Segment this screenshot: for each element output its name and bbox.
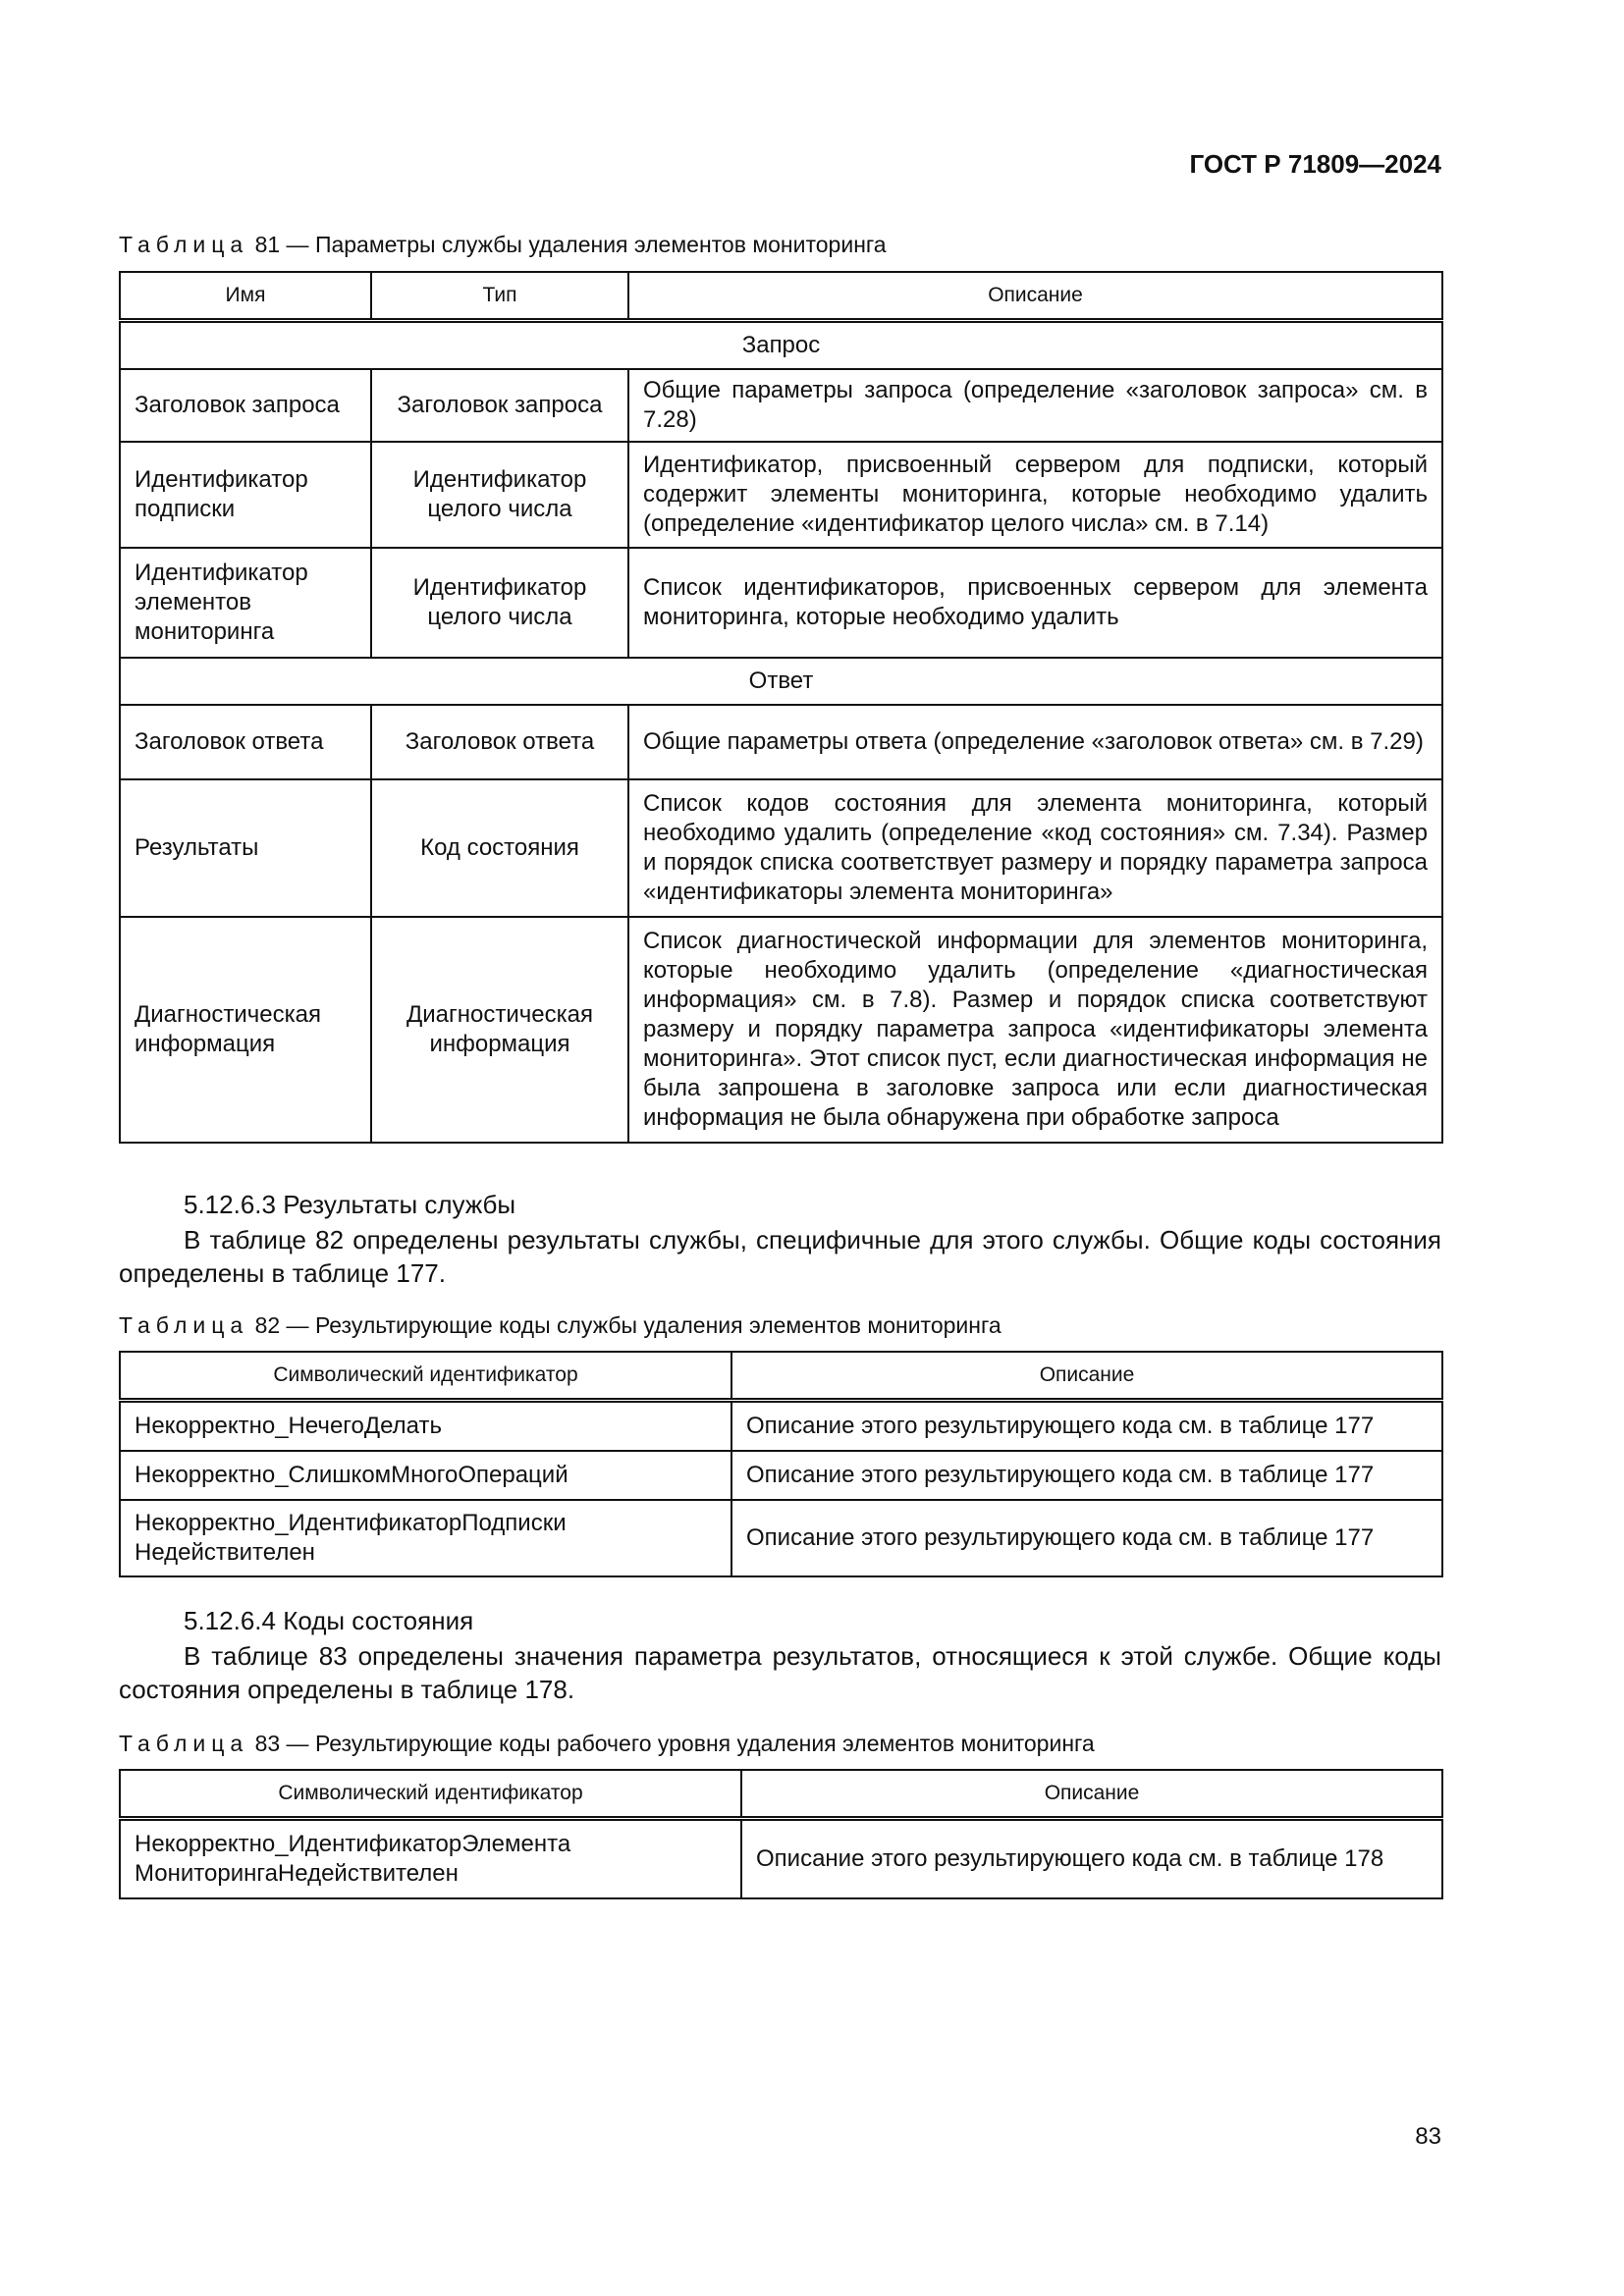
table-row [120, 369, 1442, 442]
column-header-identifier: Символический идентификатор [120, 1770, 741, 1819]
table-row [120, 1401, 1442, 1452]
symbolic-identifier: Некорректно_ИдентификаторПодписки Недействителен [120, 1500, 731, 1576]
caption-word: Таблица [119, 232, 249, 257]
param-description: Идентификатор, присвоенный сервером для подписки, который содержит элементы мониторинга, которые необходимо удалить (определение «идентификатор целого числа» см. в 7.14) [628, 442, 1442, 548]
param-type: Заголовок запроса [371, 369, 628, 442]
caption-word: Таблица [119, 1312, 249, 1338]
section-row [120, 321, 1442, 370]
param-type: Идентификатор целого числа [371, 442, 628, 548]
table-row [120, 705, 1442, 779]
table-row [120, 548, 1442, 658]
symbolic-identifier: Некорректно_СлишкомМногоОпераций [120, 1451, 731, 1500]
column-header-description: Описание [731, 1352, 1442, 1401]
table-row [120, 917, 1442, 1143]
param-type: Идентификатор целого числа [371, 548, 628, 658]
table-row [120, 442, 1442, 548]
table-81 [119, 271, 1443, 1144]
section-paragraph [119, 1223, 1441, 1290]
table-row [120, 1451, 1442, 1500]
param-type: Диагностическая информация [371, 917, 628, 1143]
code-description: Описание этого результирующего кода см. в таблице 177 [731, 1451, 1442, 1500]
param-name: Результаты [120, 779, 371, 917]
section-request: Запрос [120, 321, 1442, 370]
page-number: 83 [1415, 2123, 1441, 2150]
table-row [120, 1500, 1442, 1576]
column-header-description: Описание [628, 272, 1442, 321]
section-response: Ответ [120, 658, 1442, 705]
param-name: Диагностическая информация [120, 917, 371, 1143]
param-name: Идентификатор подписки [120, 442, 371, 548]
table-header-row [120, 272, 1442, 321]
section-row [120, 658, 1442, 705]
param-description: Общие параметры запроса (определение «заголовок запроса» см. в 7.28) [628, 369, 1442, 442]
standard-number: ГОСТ Р 71809—2024 [1189, 149, 1441, 179]
table-row [120, 1819, 1442, 1899]
column-header-identifier: Символический идентификатор [120, 1352, 731, 1401]
table-header-row [120, 1352, 1442, 1401]
column-header-name: Имя [120, 272, 371, 321]
section-heading: 5.12.6.3 Результаты службы [184, 1190, 516, 1219]
symbolic-identifier: Некорректно_НечегоДелать [120, 1401, 731, 1452]
param-type: Заголовок ответа [371, 705, 628, 779]
param-type: Код состояния [371, 779, 628, 917]
table-header-row [120, 1770, 1442, 1819]
code-description: Описание этого результирующего кода см. в таблице 177 [731, 1500, 1442, 1576]
column-header-type: Тип [371, 272, 628, 321]
column-header-description: Описание [741, 1770, 1442, 1819]
param-name: Заголовок ответа [120, 705, 371, 779]
param-name: Заголовок запроса [120, 369, 371, 442]
param-name: Идентификатор элементов мониторинга [120, 548, 371, 658]
param-description: Общие параметры ответа (определение «заголовок ответа» см. в 7.29) [628, 705, 1442, 779]
caption-word: Таблица [119, 1731, 249, 1756]
table-row [120, 779, 1442, 917]
code-description: Описание этого результирующего кода см. в таблице 178 [741, 1819, 1442, 1899]
caption-text: 81 — Параметры службы удаления элементов мониторинга [248, 232, 887, 257]
param-description: Список идентификаторов, присвоенных сервером для элемента мониторинга, которые необходимо удалить [628, 548, 1442, 658]
paragraph-text: В таблице 83 определены значения параметра результатов, относящиеся к этой службе. Общие коды состояния определены в таблице 178. [119, 1641, 1441, 1704]
section-paragraph [119, 1639, 1441, 1706]
param-description: Список кодов состояния для элемента мониторинга, который необходимо удалить (определение «код состояния» см. 7.34). Размер и порядок списка соответствует размеру и порядку параметра запроса «идентификаторы элемента мониторинга» [628, 779, 1442, 917]
table-82-caption [119, 1312, 1001, 1339]
caption-text: 82 — Результирующие коды службы удаления элементов мониторинга [248, 1312, 1001, 1338]
symbolic-identifier: Некорректно_ИдентификаторЭлемента МониторингаНедействителен [120, 1819, 741, 1899]
table-83-caption [119, 1731, 1095, 1757]
param-description: Список диагностической информации для элементов мониторинга, которые необходимо удалить (определение «диагностическая информация» см. в 7.8). Размер и порядок списка соответствуют размеру и порядку параметра запроса «идентификаторы элемента мониторинга». Этот список пуст, если диагностическая информация не была запрошена в заголовке запроса или если диагностическая информация не была обнаружена при обработке запроса [628, 917, 1442, 1143]
caption-text: 83 — Результирующие коды рабочего уровня удаления элементов мониторинга [248, 1731, 1095, 1756]
table-83 [119, 1769, 1443, 1899]
code-description: Описание этого результирующего кода см. в таблице 177 [731, 1401, 1442, 1452]
paragraph-text: В таблице 82 определены результаты службы, специфичные для этого службы. Общие коды состояния определены в таблице 177. [119, 1225, 1441, 1288]
section-heading: 5.12.6.4 Коды состояния [184, 1606, 474, 1635]
table-82 [119, 1351, 1443, 1577]
table-81-caption [119, 232, 887, 258]
